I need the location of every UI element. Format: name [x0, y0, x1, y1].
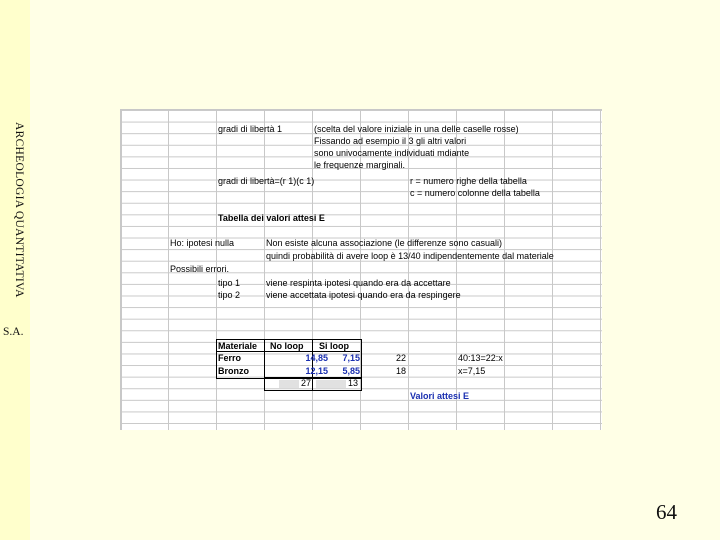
cell-type1-text: viene respinta ipotesi quando era da accettare: [266, 278, 451, 288]
total-siloop: 13: [347, 378, 358, 388]
row-bronzo-total: 18: [395, 366, 406, 376]
cell-type1: tipo 1: [218, 278, 241, 288]
vertical-title: ARCHEOLOGIA QUANTITATIVA: [13, 122, 25, 298]
cell-probability-text: quindi probabilità di avere loop è 13/40 indipendentemente dal materiale: [266, 251, 554, 261]
header-no-loop: No loop: [270, 341, 304, 351]
proportion-result: x=7,15: [458, 366, 486, 376]
cell-note-red-cells: (scelta del valore iniziale in una delle caselle rosse): [314, 124, 519, 134]
grid-column-line: [504, 110, 505, 430]
cell-degrees-formula: gradi di libertà=(r 1)(c 1): [218, 176, 315, 186]
row-ferro-siloop: 7,15: [342, 353, 360, 363]
cell-null-hypothesis: Ho: ipotesi nulla: [170, 238, 235, 248]
total-noloop: 27: [300, 378, 311, 388]
row-bronzo-label: Bronzo: [218, 366, 249, 376]
cell-c-definition: c = numero colonne della tabella: [410, 188, 540, 198]
cell-r-definition: r = numero righe della tabella: [410, 176, 527, 186]
cell-hypothesis-text: Non esiste alcuna associazione (le differenze sono casuali): [266, 238, 502, 248]
cell-degrees-freedom: gradi di libertà 1: [218, 124, 283, 134]
table-divider: [264, 339, 265, 377]
header-material: Materiale: [218, 341, 258, 351]
spreadsheet-image: [120, 109, 602, 430]
cell-type2-text: viene accettata ipotesi quando era da respingere: [266, 290, 461, 300]
cell-note-line1: Fissando ad esempio il 3 gli altri valori: [314, 136, 467, 146]
grid-column-line: [552, 110, 553, 430]
proportion-formula: 40:13=22:x: [458, 353, 503, 363]
row-bronzo-siloop: 5,85: [342, 366, 360, 376]
cell-table-title: Tabella dei valori attesi E: [218, 213, 325, 223]
side-bar: [0, 0, 30, 540]
grid-column-line: [600, 110, 601, 430]
row-bronzo-noloop: 12,15: [305, 366, 328, 376]
cell-note-line2: sono univocamente individuati mdiante: [314, 148, 470, 158]
expected-values-caption: Valori attesi E: [410, 391, 470, 401]
header-si-loop: Si loop: [319, 341, 349, 351]
grid-column-line: [168, 110, 169, 430]
cell-possible-errors: Possibili errori.: [170, 264, 230, 274]
author-label: S.A.: [3, 326, 24, 338]
cell-note-line3: le frequenze marginali.: [314, 160, 406, 170]
page-number: 64: [656, 500, 677, 524]
row-ferro-label: Ferro: [218, 353, 242, 363]
row-ferro-noloop: 14,85: [305, 353, 328, 363]
row-ferro-total: 22: [395, 353, 406, 363]
cell-type2: tipo 2: [218, 290, 241, 300]
